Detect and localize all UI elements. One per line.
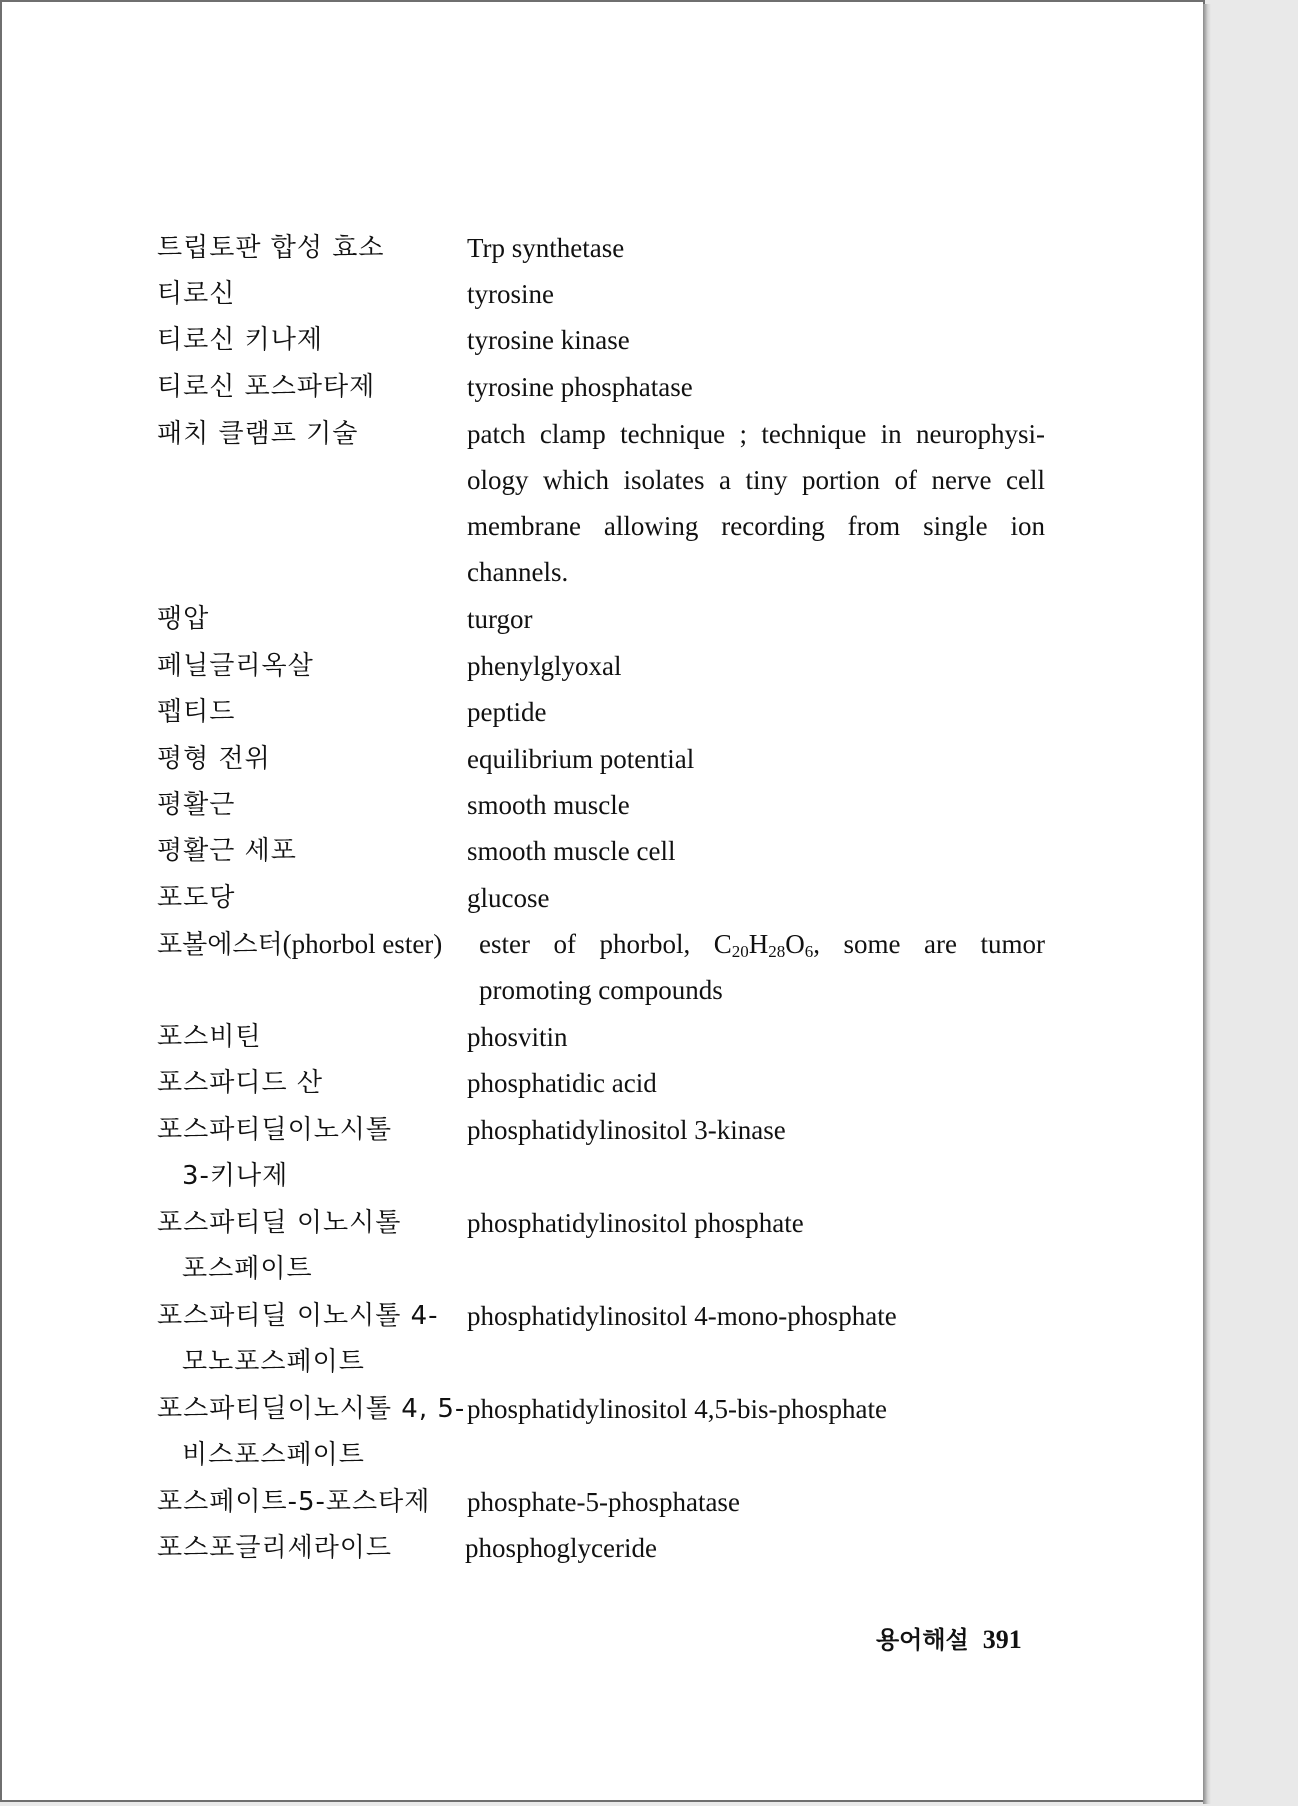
entry-term-continued: 포스페이트 bbox=[182, 1254, 313, 1284]
entry-term: 포스비틴 bbox=[157, 1022, 262, 1052]
entry-definition: turgor bbox=[467, 604, 533, 634]
entry-definition: glucose bbox=[467, 883, 550, 913]
entry-definition: smooth muscle bbox=[467, 790, 630, 820]
entry-term: 패치 클램프 기술 bbox=[157, 419, 359, 449]
formula-subscript: 6 bbox=[804, 942, 814, 961]
entry-term: 평형 전위 bbox=[157, 744, 271, 774]
entry-term-continued: 3-키나제 bbox=[182, 1161, 289, 1191]
entry-definition: patch clamp technique ; technique in neurophysi-ology which isolates a tiny portion of nerve cell membrane allowing recording from single ion channels. bbox=[467, 419, 1045, 587]
page-number: 391 bbox=[982, 1625, 1022, 1654]
entry-term: 포도당 bbox=[157, 883, 236, 913]
entry-term: 펩티드 bbox=[157, 697, 236, 727]
entry-term: 포스페이트-5-포스타제 bbox=[157, 1487, 431, 1517]
entry-definition: equilibrium potential bbox=[467, 744, 695, 774]
entry-definition: Trp synthetase bbox=[467, 233, 625, 263]
entry-definition: tyrosine kinase bbox=[467, 325, 630, 355]
entry-term: 트립토판 합성 효소 bbox=[157, 233, 385, 263]
page-edge-shadow bbox=[1203, 4, 1211, 1804]
entry-term: 포볼에스터 bbox=[157, 930, 283, 960]
entry-term: 티로신 키나제 bbox=[157, 325, 323, 355]
entry-definition-continued: promoting compounds bbox=[479, 975, 723, 1005]
entry-term: 티로신 bbox=[157, 279, 236, 309]
entry-definition: phosphatidylinositol 3-kinase bbox=[467, 1115, 786, 1145]
page-footer bbox=[876, 1620, 1022, 1655]
entry-definition: phosphoglyceride bbox=[465, 1533, 657, 1563]
entry-term: 평활근 bbox=[157, 790, 236, 820]
entry-term-line bbox=[157, 921, 442, 968]
entry-definition: phenylglyoxal bbox=[467, 651, 622, 681]
entry-definition: tyrosine bbox=[467, 279, 554, 309]
entry-definition: tyrosine phosphatase bbox=[467, 372, 693, 402]
entry-term: 포스파디드 산 bbox=[157, 1068, 323, 1098]
definition-text: , some are tumor bbox=[813, 929, 1045, 959]
entry-term-continued: 비스포스페이트 bbox=[182, 1440, 365, 1470]
running-footer-title: 용어해설 bbox=[876, 1626, 969, 1654]
entry-term: 티로신 포스파타제 bbox=[157, 372, 376, 402]
formula-subscript: 20 bbox=[731, 942, 749, 961]
entry-definition: smooth muscle cell bbox=[467, 836, 676, 866]
entry-definition: phosphatidylinositol 4-mono-phosphate bbox=[467, 1301, 897, 1331]
entry-term: 평활근 세포 bbox=[157, 836, 297, 866]
definition-text: ester of phorbol, C bbox=[479, 929, 732, 959]
entry-term: 포스파티딜 이노시톨 4- bbox=[157, 1301, 439, 1331]
entry-definition: phosphate-5-phosphatase bbox=[467, 1487, 740, 1517]
entry-term: 포스파티딜이노시톨 4, 5- bbox=[157, 1394, 466, 1424]
entry-definition: phosphatidylinositol phosphate bbox=[467, 1208, 804, 1238]
definition-text: H bbox=[748, 929, 769, 959]
entry-definition: phosphatidic acid bbox=[467, 1068, 657, 1098]
entry-term-english: (phorbol ester) bbox=[282, 929, 443, 959]
entry-term-continued: 모노포스페이트 bbox=[182, 1347, 365, 1377]
entry-definition: peptide bbox=[467, 697, 547, 727]
entry-term: 포스파티딜 이노시톨 bbox=[157, 1208, 402, 1238]
entry-definition bbox=[479, 921, 1045, 967]
definition-text: O bbox=[785, 929, 805, 959]
formula-subscript: 28 bbox=[768, 942, 786, 961]
entry-term: 포스파티딜이노시톨 bbox=[157, 1115, 393, 1145]
entry-term: 팽압 bbox=[157, 604, 210, 634]
entry-definition: phosvitin bbox=[467, 1022, 568, 1052]
entry-definition: phosphatidylinositol 4,5-bis-phosphate bbox=[467, 1394, 887, 1424]
entry-term: 포스포글리세라이드 bbox=[157, 1533, 393, 1563]
entry-term: 페닐글리옥살 bbox=[157, 651, 314, 681]
